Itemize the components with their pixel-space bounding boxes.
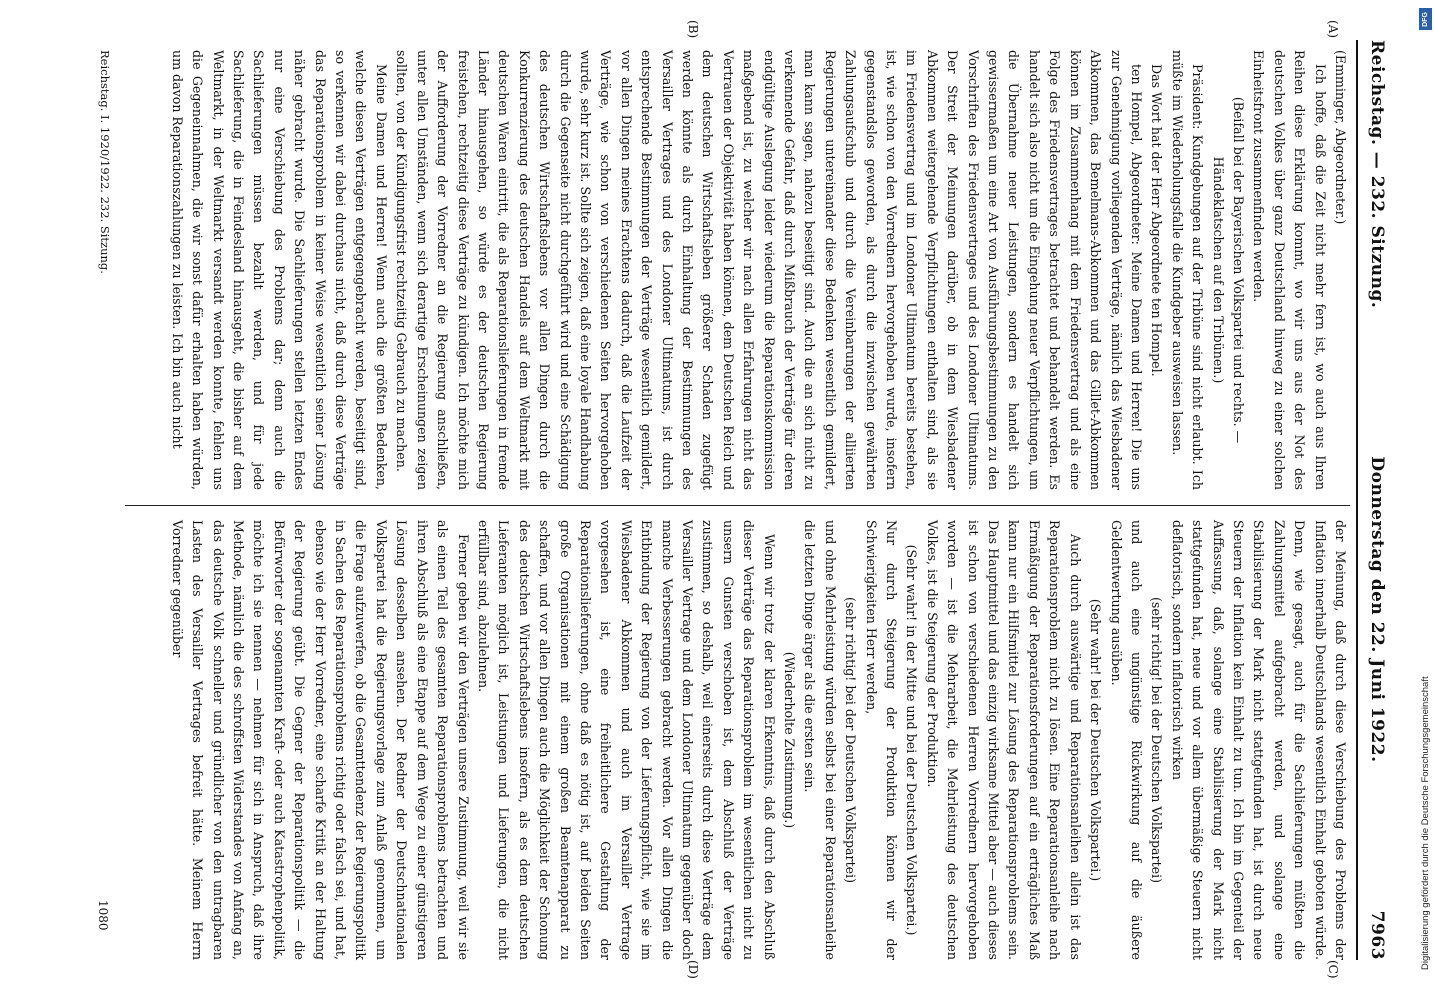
right-column bbox=[166, 520, 1350, 960]
page-number: 7963 bbox=[1367, 910, 1387, 960]
paragraph: der Meinung, daß durch diese Verschiebung des Problems der Inflation innerhalb Deutschlands wesentlich Einhalt geboten würde. Denn, wie gesagt, auch für die Sachlieferungen müßten die Zahlungsmittel aufgebracht werden, und solange eine Stabilisierung der Mark nicht stattgefunden hat, ist durch neue Steuern der Inflation kein Einhalt zu tun. Ich bin im Gegenteil der Auffassung, daß, solange eine Stabilisierung der Mark nicht stattgefunden hat, neue und vor allem übermäßige Steuern nicht deflatorisch, sondern inflatorisch wirken bbox=[1169, 520, 1348, 960]
credit-text: Digitalisierung gefördert durch die Deutsche Forschungsgemeinschaft bbox=[1420, 676, 1431, 970]
paragraph: ten Hompel, Abgeordneter: Meine Damen und Herren! Die uns zur Genehmigung vorliegenden Verträge, nämlich das Wiesbadener Abkommen, das Bemelmans-Abkommen und das Gillet-Abkommen können im Zusammenhang mit dem Friedensvertrag und als eine Folge des Friedensvertrages betrachtet und behandelt werden. Es handelt sich also nicht um die Eingehung neuer Verpflichtungen, um die Übernahme neuer Leistungen, sondern es handelt sich gewissermaßen um eine Art von Ausführungsbestimmungen zu den Vorschriften des Friedensvertrages und des Londoner Ultimatums. Der Streit der Meinungen darüber, ob in dem Wiesbadener Abkommen weitergehende Verpflichtungen enthalten sind, als sie im Friedensvertrag und im Londoner Ultimatum bereits bestehen, ist, wie schon von den Vorrednern hervorgehoben wurde, insofern gegenstandslos geworden, als durch die inzwischen gewährten Zahlungsaufschub und durch die Vereinbarungen der alliierten Regierungen untereinander diese Bedenken wesentlich gemildert, man kann sagen, nahezu beseitigt sind. Auch die an sich nicht zu verkennende Gefahr, daß durch Mißbrauch der Verträge für deren endgültige Auslegung leider wiederum die Reparationskommission maßgebend ist, zu welcher wir nach allen Erfahrungen nicht das Vertrauen der Objektivität haben können, dem Deutschen Reich und dem deutschen Wirtschaftsleben größerer Schaden zugefügt werden könnte als durch Einhaltung der Bestimmungen des Versailler Vertrages und des Londoner Ultimatums, ist durch entsprechende Bestimmungen der Verträge wesentlich gemildert, vor allen Dingen meines Erachtens dadurch, daß die Laufzeit der Verträge, wie schon von verschiedenen Seiten hervorgehoben wurde, sehr kurz ist. Sollte sich zeigen, daß eine loyale Handhabung durch die Gegenseite nicht durchgeführt wird und eine Schädigung des deutschen Wirtschaftslebens vor allen Dingen durch die Konkurrenzierung des deutschen Handels auf dem Weltmarkt mit deutschen Waren eintritt, die als Reparationslieferungen in fremde Länder hinausgehen, so würde es der deutschen Regierung freistehen, rechtzeitig diese Verträge zu kündigen. Ich möchte mich der Aufforderung der Vorredner an die Regierung anschließen, unter allen Umständen, wenn sich derartige Erscheinungen zeigen sollten, von der Kündigungsfrist rechtzeitig Gebrauch zu machen. bbox=[394, 50, 1144, 491]
margin-marker-d: (D) bbox=[686, 960, 700, 979]
footer-number: 1080 bbox=[96, 900, 110, 931]
header-rule bbox=[1356, 40, 1358, 960]
margin-marker-a: (A) bbox=[1326, 20, 1340, 39]
paragraph: Nur durch Steigerung der Produktion können wir der Schwierigkeiten Herr werden, bbox=[863, 520, 900, 960]
paragraph: und ohne Mehrleistung würden selbst bei einer Reparationsanleihe die letzten Dinge ärger als die ersten sein. bbox=[802, 520, 838, 960]
paragraph: Ferner geben wir den Verträgen unsere Zustimmung, weil wir sie als einen Teil des gesamten Reparationsproblems betrachten und ihren Abschluß als eine Etappe auf dem Wege zu einer günstigeren Lösung desselben ansehen. Der Redner der Deutschnationalen Volkspartei hat die Regierungsvorlage zum Anlaß genommen, um die Frage aufzuwerfen, ob die Gesamttendenz der Regierungspolitik in Sachen des Reparationsproblems richtig oder falsch sei, und hat, ebenso wie der Herr Vorredner, eine scharfe Kritik an der Haltung der Regierung geübt. Die Gegner der Reparationspolitik — die Befürworter der sogenannten Kraft- oder auch Katastrophenpolitik, möchte ich sie nennen — nehmen für sich in Anspruch, daß ihre Methode, nämlich die des schroffsten Widerstandes von Anfang an, das deutsche Volk schneller und gründlicher von den untragbaren Lasten des Versailler Vertrages befreit hätte. Meinem Herrn Vorredner gegenüber bbox=[169, 520, 471, 960]
interjection: (Beifall bei der Bayerischen Volkspartei und rechts. — Händeklatschen auf den Tribünen.) bbox=[1210, 96, 1246, 444]
interjection: (Sehr wahr! bei der Deutschen Volkspartei.) bbox=[1088, 598, 1104, 882]
interjection: (Sehr wahr! in der Mitte und bei der Deutschen Volkspartei.) bbox=[904, 544, 920, 936]
paragraph: und auch eine ungünstige Rückwirkung auf die äußere Geldentwertung ausüben. bbox=[1108, 520, 1144, 960]
interjection: (sehr richtig! bei der Deutschen Volkspartei) bbox=[843, 596, 859, 884]
page-header bbox=[1360, 40, 1394, 960]
footer-reference: Reichstag. I. 1920/1922. 232. Sitzung. bbox=[98, 50, 112, 274]
paragraph: Das Wort hat der Herr Abgeordnete ten Hompel. bbox=[1149, 64, 1165, 377]
speaker-continued: (Emminger, Abgeordneter.) bbox=[1333, 50, 1348, 225]
paragraph: Ich hoffe, daß die Zeit nicht mehr fern ist, wo auch aus Ihren Reihen diese Erklärung kommt, wo wir uns aus der Not des deutschen Volkes über ganz Deutschland hinweg zu einer solchen Einheitsfront zusammenfinden werden. bbox=[1251, 50, 1328, 490]
paragraph: Wenn wir trotz der klaren Erkenntnis, daß durch den Abschluß dieser Verträge das Reparationsproblem im wesentlichen nicht zu unsern Gunsten verschoben ist, dem Abschluß der Verträge zustimmen, so deshalb, weil einerseits durch diese Verträge dem Versailler Vertrage und dem Londoner Ultimatum gegenüber doch manche Verbesserungen gebracht werden. Vor allen Dingen die Entbindung der Regierung von der Lieferungspflicht, wie sie im Wiesbadener Abkommen und auch im Versailler Vertrage vorgesehen ist, eine freiheitlichere Gestaltung der Reparationslieferungen, ohne daß es nötig ist, auf beiden Seiten große Organisationen mit einem großen Beamtenapparat zu schaffen, und vor allen Dingen auch die Möglichkeit der Schonung des deutschen Wirtschaftslebens insofern, als es dem deutschen Lieferanten möglich ist, Leistungen und Lieferungen, die nicht erfüllbar sind, abzulehnen. bbox=[475, 520, 777, 960]
paragraph: Präsident: Kundgebungen auf der Tribüne sind nicht erlaubt. Ich müßte im Wiederholungsfalle die Kundgeber ausweisen lassen. bbox=[1169, 50, 1206, 490]
interjection: (Wiederholte Zustimmung.) bbox=[782, 651, 798, 829]
digitization-credit bbox=[1420, 30, 1432, 970]
header-date: Donnerstag den 22. Juni 1922. bbox=[1367, 456, 1387, 763]
margin-marker-b: (B) bbox=[686, 20, 700, 39]
margin-marker-c: (C) bbox=[1326, 960, 1340, 979]
paragraph: Meine Damen und Herren! Wenn auch die größten Bedenken, welche diesen Verträgen entgegengebracht werden, beseitigt sind, so verkennen wir dabei durchaus nicht, daß durch diese Verträge das Reparationsproblem in keiner Weise wesentlich seiner Lösung näher gebracht wurde. Die Sachlieferungen stellen letzten Endes nur eine Verschiebung des Problems dar; denn auch die Sachlieferungen müssen bezahlt werden, und für jede Sachlieferung, die in Feindesland hinausgeht, die bisher auf dem Weltmarkt, in der Weltmarkt versandt werden konnte, fehlen uns die Gegeneinnahmen, die wir sonst dafür erhalten haben würden, um davon Reparationszahlungen zu leisten. Ich bin auch nicht bbox=[169, 50, 389, 490]
column-divider bbox=[125, 505, 1350, 506]
dfg-logo: DFG bbox=[1419, 8, 1432, 30]
paragraph: Auch durch auswärtige und Reparationsanleihen allein ist das Reparationsproblem nicht zu lösen. Eine Reparationsanleihe nach Ermäßigung der Reparationsforderungen auf ein erträgliches Maß kann nur ein Hilfsmittel zur Lösung des Reparationsproblems sein. Das Hauptmittel und das einzig wirksame Mittel aber — auch dieses ist schon von verschiedenen Herren Vorrednern hervorgehoben worden — ist die Mehrarbeit, die Mehrleistung des deutschen Volkes, ist die Steigerung der Produktion. bbox=[924, 520, 1083, 960]
header-left: Reichstag. — 232. Sitzung. bbox=[1367, 40, 1387, 309]
left-column bbox=[166, 50, 1350, 490]
interjection: (sehr richtig! bei der Deutschen Volkspartei) bbox=[1149, 596, 1165, 884]
